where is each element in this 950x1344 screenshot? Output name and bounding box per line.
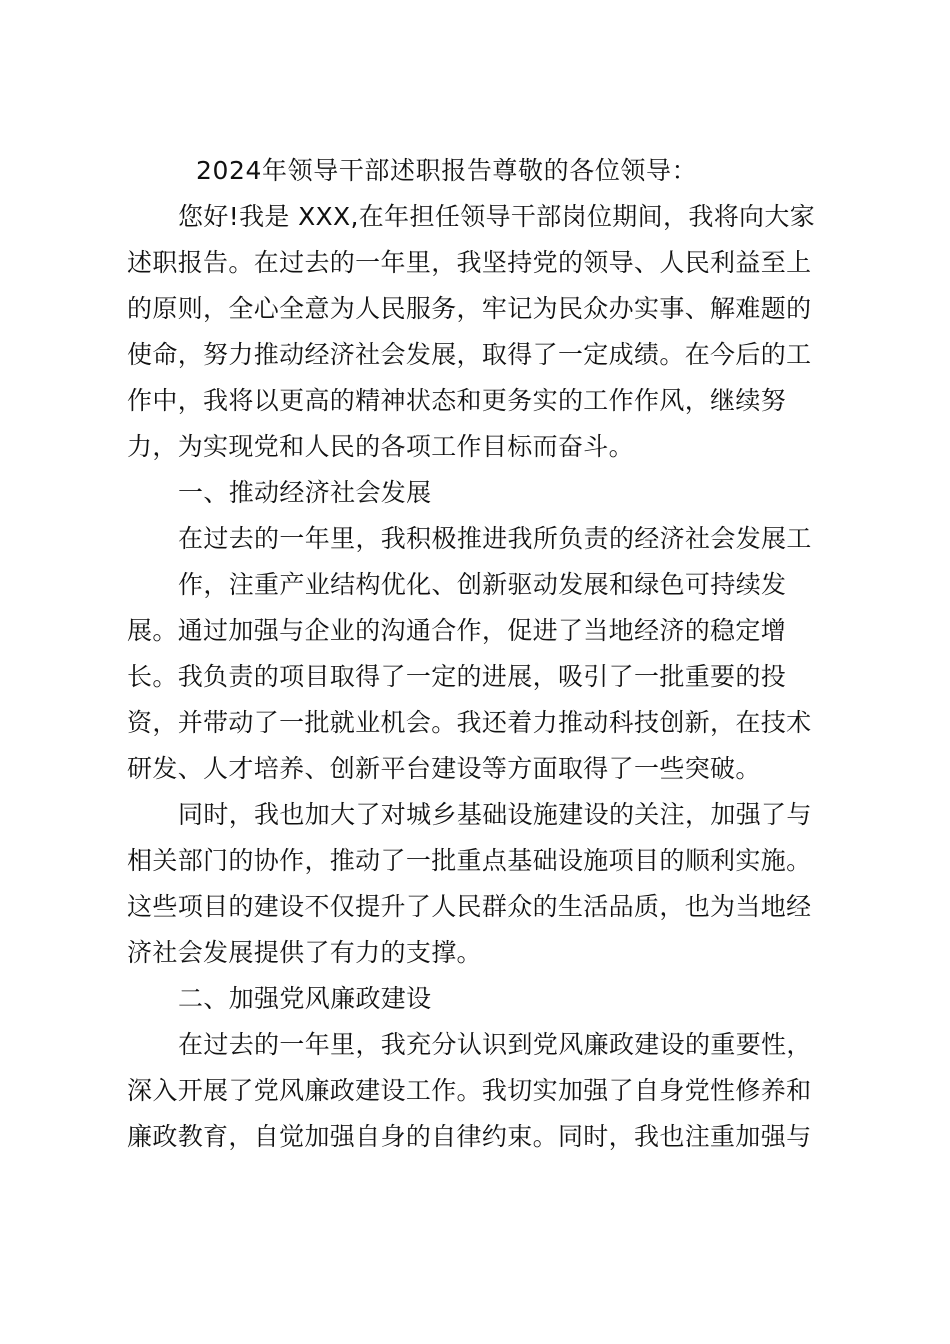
paragraph-line: 这些项目的建设不仅提升了人民群众的生活品质，也为当地经: [127, 892, 812, 921]
paragraph-line: 济社会发展提供了有力的支撑。: [127, 938, 482, 967]
section-heading: 二、加强党风廉政建设: [178, 984, 432, 1013]
paragraph-line: 述职报告。在过去的一年里，我坚持党的领导、人民利益至上: [127, 248, 812, 277]
paragraph-line: 长。我负责的项目取得了一定的进展，吸引了一批重要的投: [127, 662, 787, 691]
paragraph-line: 展。通过加强与企业的沟通合作，促进了当地经济的稳定增: [127, 616, 787, 645]
paragraph-line: 使命，努力推动经济社会发展，取得了一定成绩。在今后的工: [127, 340, 812, 369]
paragraph-line: 深入开展了党风廉政建设工作。我切实加强了自身党性修养和: [127, 1076, 812, 1105]
paragraph-line: 作，注重产业结构优化、创新驱动发展和绿色可持续发: [178, 570, 787, 599]
paragraph-line: 您好!我是 XXX,在年担任领导干部岗位期间，我将向大家: [178, 202, 816, 231]
paragraph-line: 廉政教育，自觉加强自身的自律约束。同时，我也注重加强与: [127, 1122, 812, 1151]
paragraph-line: 相关部门的协作，推动了一批重点基础设施项目的顺利实施。: [127, 846, 812, 875]
document-title: 2024年领导干部述职报告尊敬的各位领导：: [196, 156, 698, 185]
paragraph-line: 力，为实现党和人民的各项工作目标而奋斗。: [127, 432, 635, 461]
paragraph-line: 资，并带动了一批就业机会。我还着力推动科技创新，在技术: [127, 708, 812, 737]
paragraph-line: 作中，我将以更高的精神状态和更务实的工作作风，继续努: [127, 386, 787, 415]
paragraph-line: 在过去的一年里，我充分认识到党风廉政建设的重要性，: [178, 1030, 812, 1059]
paragraph-line: 研发、人才培养、创新平台建设等方面取得了一些突破。: [127, 754, 761, 783]
section-heading: 一、推动经济社会发展: [178, 478, 432, 507]
paragraph-line: 在过去的一年里，我积极推进我所负责的经济社会发展工: [178, 524, 812, 553]
paragraph-line: 的原则，全心全意为人民服务，牢记为民众办实事、解难题的: [127, 294, 812, 323]
paragraph-line: 同时，我也加大了对城乡基础设施建设的关注，加强了与: [178, 800, 812, 829]
